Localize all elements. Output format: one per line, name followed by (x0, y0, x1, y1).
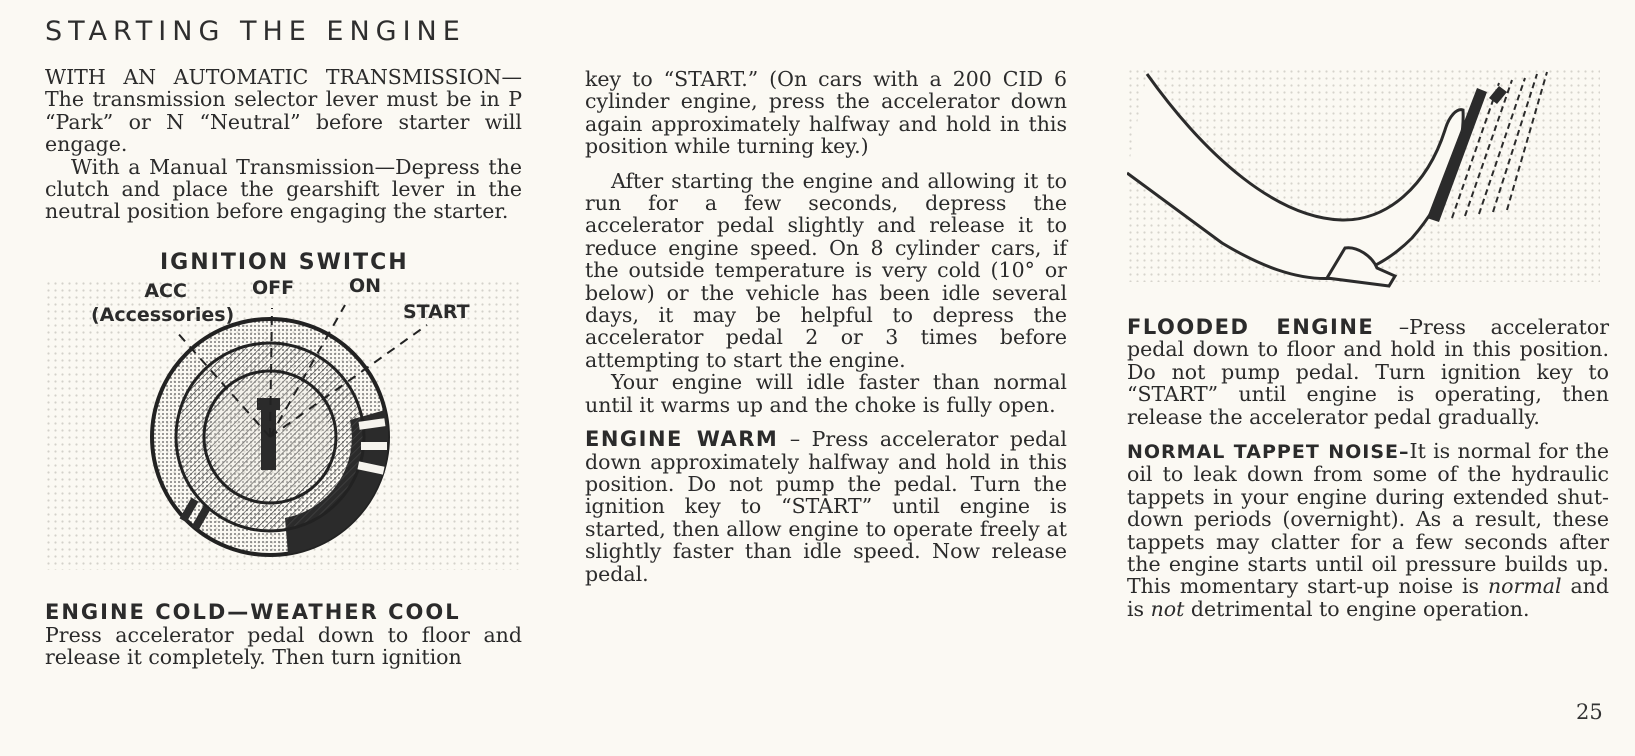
start-continued-paragraph: key to “START.” (On cars with a 200 CID 6 cylinder engine, press the accelerator down again approximately halfway and hold in this position while turning key.) (585, 67, 1067, 159)
manual-transmission-paragraph: With a Manual Transmission—Depress the clutch and place the gearshift lever in the neutral position before engaging the starter. (45, 154, 522, 224)
off-label: OFF (252, 277, 295, 299)
tappet-noise-paragraph (1127, 440, 1609, 620)
on-label: ON (349, 275, 382, 297)
column-1 (45, 66, 522, 223)
after-start-paragraph: After starting the engine and allowing it to run for a few seconds, depress the accelerator pedal slightly and release it to reduce engine speed. On 8 cylinder cars, if the outside temperature is very cold (10° or below) or the vehicle has been idle several days, it may be helpful to depress the accelerator pedal 2 or 3 times before attempting to start the engine. (585, 168, 1067, 372)
tappet-text-3: detrimental to engine operation. (1184, 596, 1530, 621)
ignition-switch-title: IGNITION SWITCH (160, 250, 409, 275)
start-label: START (403, 301, 470, 323)
tappet-noise-heading: NORMAL TAPPET NOISE– (1127, 441, 1410, 464)
acc-label-text: ACC (144, 280, 187, 302)
accelerator-pedal-figure (1127, 68, 1600, 300)
flooded-engine-heading: FLOODED ENGINE (1127, 315, 1375, 339)
tappet-text-1: It is normal for the oil to leak down from some of the hydraulic tappets in your engine during extended shut-down periods (overnight). As a result, these tappets may clatter for a few seconds after the engine starts until oil pressure builds up. This momentary start-up noise is (1127, 439, 1609, 599)
engine-warm-text: – Press accelerator pedal down approximately halfway and hold in this position. Do not pump the pedal. Turn the ignition key to “START” until engine is started, then allow engine to operate freely at slightly faster than idle speed. Now release pedal. (585, 427, 1067, 586)
engine-warm-heading: ENGINE WARM (585, 427, 779, 452)
foot-on-pedal-illustration (1127, 68, 1600, 300)
ignition-switch-figure (45, 275, 520, 590)
column-3 (1127, 316, 1609, 620)
accessories-label-text: (Accessories) (91, 304, 235, 326)
automatic-transmission-paragraph: WITH AN AUTOMATIC TRANSMISSION—The transmission selector lever must be in P “Park” or N “Neutral” before starter will engage. (45, 65, 522, 157)
column-2 (585, 68, 1067, 585)
engine-cold-heading: ENGINE COLD—WEATHER COOL (45, 600, 461, 624)
engine-cold-paragraph: Press accelerator pedal down to floor and release it completely. Then turn ignition (45, 623, 522, 670)
tappet-emphasis-normal: normal (1487, 574, 1562, 599)
page-number: 25 (1576, 700, 1603, 724)
idle-paragraph: Your engine will idle faster than normal until it warms up and the choke is fully open. (585, 370, 1067, 417)
page-title: STARTING THE ENGINE (45, 16, 466, 47)
tappet-emphasis-not: not (1150, 596, 1185, 621)
acc-label (91, 279, 235, 327)
engine-warm-paragraph (585, 428, 1067, 585)
flooded-engine-text: –Press accelerator pedal down to floor and hold in this position. Do not pump pedal. Turn ignition key to “START” until engine is operating, then release the accelerator pedal gradually. (1127, 315, 1610, 429)
tappet-text-2: and is (1127, 574, 1609, 621)
flooded-engine-paragraph (1127, 316, 1609, 428)
engine-cold-text (45, 624, 522, 669)
